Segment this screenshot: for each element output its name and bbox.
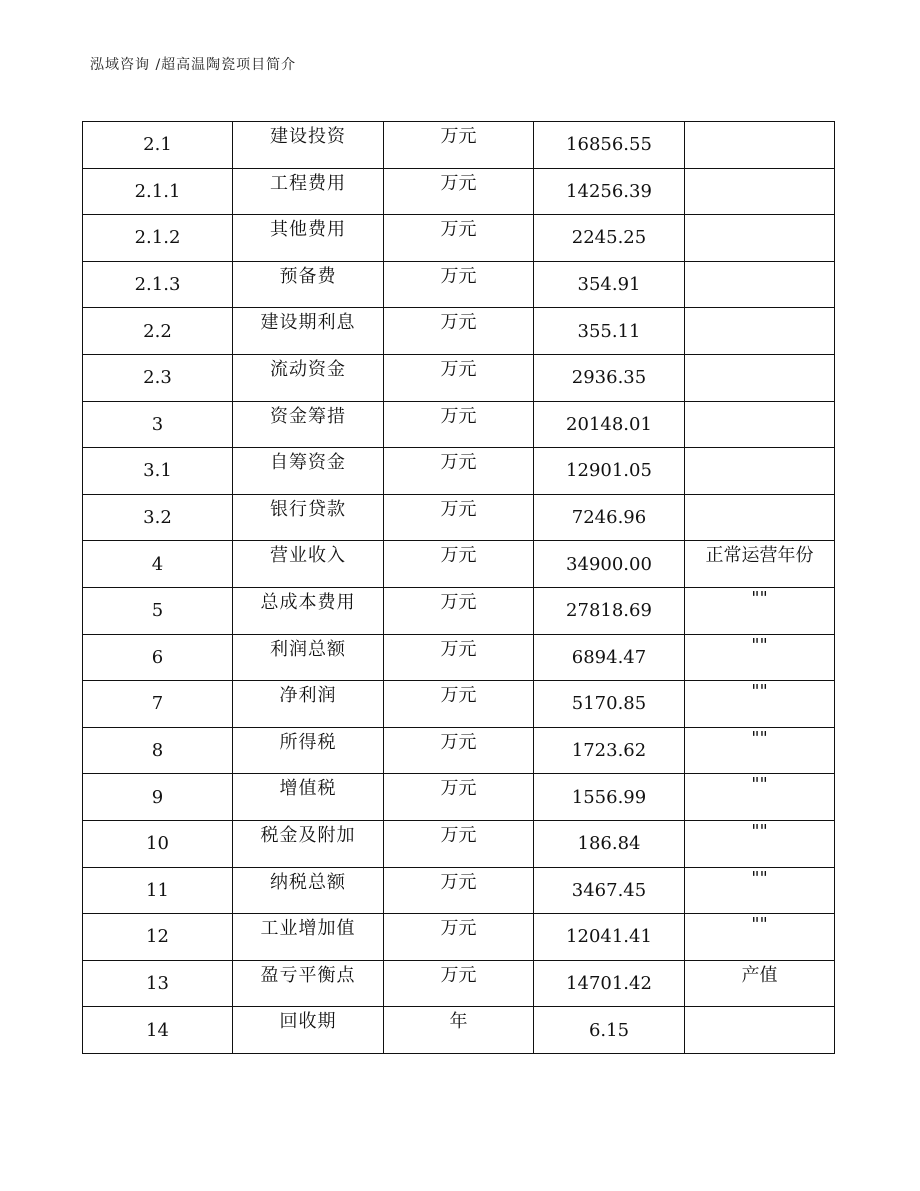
item-name-cell: 净利润 xyxy=(233,681,384,728)
unit-cell: 万元 xyxy=(384,820,534,867)
table-row xyxy=(83,727,835,774)
page-header: 泓域咨询 /超高温陶瓷项目简介 xyxy=(90,57,297,73)
unit-cell: 年 xyxy=(384,1007,534,1054)
note-cell xyxy=(685,448,835,495)
unit-cell: 万元 xyxy=(384,448,534,495)
table-row xyxy=(83,215,835,262)
table-row xyxy=(83,308,835,355)
row-index-cell: 8 xyxy=(83,727,233,774)
unit-cell: 万元 xyxy=(384,914,534,961)
table-row xyxy=(83,820,835,867)
value-cell: 3467.45 xyxy=(534,867,685,914)
value-cell: 34900.00 xyxy=(534,541,685,588)
note-cell: 产值 xyxy=(685,960,835,1007)
unit-cell: 万元 xyxy=(384,681,534,728)
row-index-cell: 12 xyxy=(83,914,233,961)
row-index-cell: 5 xyxy=(83,587,233,634)
value-cell: 2936.35 xyxy=(534,354,685,401)
item-name-cell: 纳税总额 xyxy=(233,867,384,914)
row-index-cell: 6 xyxy=(83,634,233,681)
table-row xyxy=(83,774,835,821)
note-cell xyxy=(685,215,835,262)
row-index-cell: 10 xyxy=(83,820,233,867)
table-row xyxy=(83,401,835,448)
value-cell: 5170.85 xyxy=(534,681,685,728)
table-row xyxy=(83,587,835,634)
note-cell: "" xyxy=(685,587,835,634)
unit-cell: 万元 xyxy=(384,122,534,169)
table-row xyxy=(83,541,835,588)
value-cell: 16856.55 xyxy=(534,122,685,169)
value-cell: 354.91 xyxy=(534,261,685,308)
item-name-cell: 其他费用 xyxy=(233,215,384,262)
table-row xyxy=(83,681,835,728)
note-cell: "" xyxy=(685,634,835,681)
row-index-cell: 2.3 xyxy=(83,354,233,401)
note-cell xyxy=(685,354,835,401)
note-cell xyxy=(685,168,835,215)
value-cell: 20148.01 xyxy=(534,401,685,448)
unit-cell: 万元 xyxy=(384,587,534,634)
item-name-cell: 总成本费用 xyxy=(233,587,384,634)
row-index-cell: 3.1 xyxy=(83,448,233,495)
note-cell: "" xyxy=(685,774,835,821)
value-cell: 27818.69 xyxy=(534,587,685,634)
note-cell: "" xyxy=(685,820,835,867)
unit-cell: 万元 xyxy=(384,215,534,262)
row-index-cell: 13 xyxy=(83,960,233,1007)
item-name-cell: 营业收入 xyxy=(233,541,384,588)
row-index-cell: 3.2 xyxy=(83,494,233,541)
unit-cell: 万元 xyxy=(384,354,534,401)
unit-cell: 万元 xyxy=(384,261,534,308)
unit-cell: 万元 xyxy=(384,727,534,774)
value-cell: 12041.41 xyxy=(534,914,685,961)
item-name-cell: 预备费 xyxy=(233,261,384,308)
table-row xyxy=(83,448,835,495)
note-cell: "" xyxy=(685,867,835,914)
row-index-cell: 14 xyxy=(83,1007,233,1054)
item-name-cell: 税金及附加 xyxy=(233,820,384,867)
indicator-table xyxy=(82,121,835,1054)
table-row xyxy=(83,168,835,215)
value-cell: 355.11 xyxy=(534,308,685,355)
note-cell xyxy=(685,494,835,541)
note-cell xyxy=(685,308,835,355)
unit-cell: 万元 xyxy=(384,960,534,1007)
note-cell: 正常运营年份 xyxy=(685,541,835,588)
unit-cell: 万元 xyxy=(384,867,534,914)
row-index-cell: 2.1.2 xyxy=(83,215,233,262)
item-name-cell: 建设期利息 xyxy=(233,308,384,355)
value-cell: 2245.25 xyxy=(534,215,685,262)
row-index-cell: 11 xyxy=(83,867,233,914)
unit-cell: 万元 xyxy=(384,308,534,355)
value-cell: 6.15 xyxy=(534,1007,685,1054)
unit-cell: 万元 xyxy=(384,494,534,541)
row-index-cell: 3 xyxy=(83,401,233,448)
table-row xyxy=(83,634,835,681)
item-name-cell: 资金筹措 xyxy=(233,401,384,448)
item-name-cell: 增值税 xyxy=(233,774,384,821)
row-index-cell: 4 xyxy=(83,541,233,588)
row-index-cell: 2.1.1 xyxy=(83,168,233,215)
value-cell: 186.84 xyxy=(534,820,685,867)
item-name-cell: 利润总额 xyxy=(233,634,384,681)
item-name-cell: 流动资金 xyxy=(233,354,384,401)
table-row xyxy=(83,867,835,914)
table-row xyxy=(83,354,835,401)
table-row xyxy=(83,960,835,1007)
row-index-cell: 9 xyxy=(83,774,233,821)
note-cell xyxy=(685,401,835,448)
value-cell: 12901.05 xyxy=(534,448,685,495)
note-cell: "" xyxy=(685,681,835,728)
value-cell: 1556.99 xyxy=(534,774,685,821)
note-cell xyxy=(685,122,835,169)
item-name-cell: 所得税 xyxy=(233,727,384,774)
table-row xyxy=(83,494,835,541)
row-index-cell: 2.1 xyxy=(83,122,233,169)
table-body xyxy=(83,122,835,1054)
row-index-cell: 2.1.3 xyxy=(83,261,233,308)
note-cell: "" xyxy=(685,914,835,961)
note-cell xyxy=(685,261,835,308)
value-cell: 6894.47 xyxy=(534,634,685,681)
value-cell: 7246.96 xyxy=(534,494,685,541)
table-row xyxy=(83,914,835,961)
row-index-cell: 7 xyxy=(83,681,233,728)
table-row xyxy=(83,1007,835,1054)
item-name-cell: 回收期 xyxy=(233,1007,384,1054)
item-name-cell: 工业增加值 xyxy=(233,914,384,961)
unit-cell: 万元 xyxy=(384,401,534,448)
item-name-cell: 盈亏平衡点 xyxy=(233,960,384,1007)
table-row xyxy=(83,261,835,308)
unit-cell: 万元 xyxy=(384,168,534,215)
unit-cell: 万元 xyxy=(384,774,534,821)
note-cell: "" xyxy=(685,727,835,774)
value-cell: 14256.39 xyxy=(534,168,685,215)
item-name-cell: 建设投资 xyxy=(233,122,384,169)
item-name-cell: 银行贷款 xyxy=(233,494,384,541)
unit-cell: 万元 xyxy=(384,634,534,681)
item-name-cell: 工程费用 xyxy=(233,168,384,215)
unit-cell: 万元 xyxy=(384,541,534,588)
note-cell xyxy=(685,1007,835,1054)
value-cell: 1723.62 xyxy=(534,727,685,774)
table-row xyxy=(83,122,835,169)
item-name-cell: 自筹资金 xyxy=(233,448,384,495)
row-index-cell: 2.2 xyxy=(83,308,233,355)
value-cell: 14701.42 xyxy=(534,960,685,1007)
